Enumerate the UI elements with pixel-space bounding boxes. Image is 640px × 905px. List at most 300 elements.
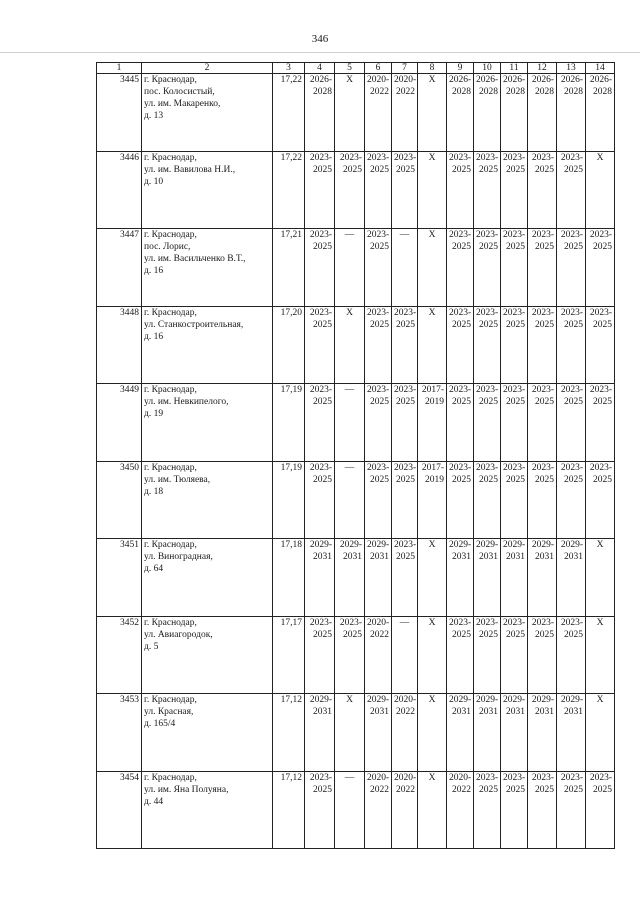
period-text: 2025 (452, 242, 471, 252)
period-text: 2025 (506, 164, 525, 175)
period-cell-col-10 (474, 771, 501, 849)
page-number: 346 (311, 33, 329, 45)
period-text: 2031 (479, 707, 498, 717)
value-cell: 17,21 (273, 229, 305, 307)
period-text: 2022 (396, 87, 415, 97)
period-text: 2029- (449, 540, 472, 550)
period-text: 2025 (593, 474, 612, 485)
address-line: д. 13 (144, 111, 164, 121)
period-cell-col-7 (392, 616, 418, 694)
period-cell-col-6 (365, 74, 392, 152)
period-text: 2020- (367, 75, 390, 85)
period-text: 2023- (503, 385, 526, 395)
period-cell-col-6 (365, 771, 392, 849)
period-text: 2026- (476, 75, 499, 85)
value-cell: 17,20 (273, 306, 305, 384)
period-cell-col-8 (418, 74, 447, 152)
period-text: 2025 (452, 474, 471, 485)
period-text: 2023- (476, 385, 499, 395)
value-cell: 17,12 (273, 694, 305, 772)
period-cell-col-4 (305, 694, 335, 772)
period-cell-col-4 (305, 461, 335, 539)
period-text: 2031 (452, 552, 471, 562)
period-text: — (344, 230, 355, 240)
period-cell-col-13 (557, 616, 586, 694)
period-text: 2025 (479, 242, 498, 252)
address-line: ул. Виноградная, (144, 552, 213, 562)
period-text: 2023- (394, 540, 417, 550)
period-text: 2031 (452, 707, 471, 717)
period-cell-col-12 (528, 539, 557, 617)
value-cell: 17,18 (273, 539, 305, 617)
period-cell-col-11 (501, 616, 528, 694)
period-cell-col-12 (528, 694, 557, 772)
table-row (97, 771, 615, 849)
address-cell (142, 539, 273, 617)
value-cell: 17,22 (273, 74, 305, 152)
register-table (96, 62, 615, 849)
address-line: ул. Станкостроительная, (144, 319, 244, 330)
period-cell-col-12 (528, 461, 557, 539)
period-text: 2025 (313, 319, 332, 330)
period-text: 2029- (560, 540, 583, 550)
period-text: 2023- (531, 462, 554, 473)
period-text: 2029- (339, 540, 362, 550)
address-line: д. 18 (144, 486, 164, 497)
period-text: — (344, 385, 355, 395)
period-cell-col-4 (305, 616, 335, 694)
period-text: 2023- (531, 230, 554, 240)
period-text: 2025 (506, 397, 525, 407)
period-text: 2029- (367, 540, 390, 550)
period-text: 2031 (506, 552, 525, 562)
period-cell-col-13 (557, 151, 586, 229)
table-row (97, 229, 615, 307)
row-number: 3449 (97, 384, 142, 462)
period-text: 2025 (370, 397, 389, 407)
period-cell-col-10 (474, 306, 501, 384)
period-text: 2023- (394, 385, 417, 395)
period-text: 2025 (396, 474, 415, 485)
period-text: 2025 (370, 242, 389, 252)
period-cell-col-5 (335, 771, 365, 849)
period-text: 2022 (370, 87, 389, 97)
period-text: 2028 (564, 87, 583, 97)
period-cell-col-12 (528, 384, 557, 462)
period-text: 2025 (593, 319, 612, 330)
period-text: 2025 (396, 319, 415, 330)
address-line: д. 5 (144, 641, 159, 652)
period-cell-col-10 (474, 151, 501, 229)
period-text: 2023- (367, 462, 390, 473)
period-text: 2020- (394, 695, 417, 705)
period-cell-col-14 (586, 616, 615, 694)
address-line: г. Краснодар, (144, 772, 197, 783)
period-text: 2023- (449, 385, 472, 395)
period-cell-col-5 (335, 306, 365, 384)
period-text: X (428, 772, 436, 783)
row-number: 3451 (97, 539, 142, 617)
period-text: 2026- (589, 75, 612, 85)
period-text: 2025 (479, 629, 498, 640)
column-header-1: 1 (97, 63, 142, 74)
period-text: 2023- (394, 462, 417, 473)
period-text: X (596, 695, 604, 705)
period-cell-col-8 (418, 229, 447, 307)
period-text: 2025 (313, 242, 332, 252)
period-text: 2029- (531, 540, 554, 550)
period-text: 2031 (370, 552, 389, 562)
period-text: 2022 (452, 784, 471, 795)
period-cell-col-10 (474, 229, 501, 307)
row-number: 3450 (97, 461, 142, 539)
period-cell-col-8 (418, 151, 447, 229)
period-text: 2023- (589, 230, 612, 240)
period-text: 2025 (452, 397, 471, 407)
period-text: 2025 (535, 784, 554, 795)
period-text: 2023- (339, 617, 362, 628)
column-header-6: 6 (365, 63, 392, 74)
period-text: 2023- (589, 307, 612, 318)
period-text: 2029- (449, 695, 472, 705)
period-text: 2025 (506, 784, 525, 795)
address-line: г. Краснодар, (144, 385, 197, 395)
period-cell-col-12 (528, 74, 557, 152)
address-line: г. Краснодар, (144, 152, 197, 163)
column-number-header (97, 63, 615, 74)
period-text: 2023- (503, 772, 526, 783)
period-text: 2023- (309, 385, 332, 395)
period-text: 2017- (421, 462, 444, 473)
period-cell-col-5 (335, 539, 365, 617)
period-cell-col-14 (586, 771, 615, 849)
address-line: д. 16 (144, 331, 164, 342)
period-text: 2025 (564, 164, 583, 175)
period-text: 2026- (531, 75, 554, 85)
period-text: 2025 (479, 784, 498, 795)
address-line: ул. им. Яна Полуяна, (144, 784, 229, 795)
column-header-11: 11 (501, 63, 528, 74)
period-cell-col-11 (501, 771, 528, 849)
period-text: 2026- (309, 75, 332, 85)
address-cell (142, 229, 273, 307)
period-text: — (344, 772, 355, 783)
row-number: 3448 (97, 306, 142, 384)
period-cell-col-13 (557, 694, 586, 772)
period-text: 2023- (476, 152, 499, 163)
period-cell-col-7 (392, 151, 418, 229)
period-cell-col-5 (335, 461, 365, 539)
period-text: 2028 (479, 87, 498, 97)
period-text: 2031 (370, 707, 389, 717)
address-line: г. Краснодар, (144, 462, 197, 473)
period-text: X (428, 230, 436, 240)
row-number: 3453 (97, 694, 142, 772)
period-cell-col-9 (447, 306, 474, 384)
period-text: 2025 (535, 164, 554, 175)
period-cell-col-14 (586, 539, 615, 617)
address-line: д. 44 (144, 796, 164, 807)
table-row (97, 151, 615, 229)
value-cell: 17,22 (273, 151, 305, 229)
period-cell-col-11 (501, 74, 528, 152)
period-text: 2028 (535, 87, 554, 97)
period-cell-col-11 (501, 694, 528, 772)
period-text: 2028 (593, 87, 612, 97)
address-line: ул. им. Вавилова Н.И., (144, 164, 236, 175)
address-cell (142, 74, 273, 152)
period-text: 2023- (531, 617, 554, 628)
period-text: 2025 (479, 397, 498, 407)
period-text: 2025 (564, 319, 583, 330)
period-cell-col-12 (528, 771, 557, 849)
period-cell-col-6 (365, 616, 392, 694)
period-text: 2023- (531, 307, 554, 318)
period-text: 2023- (503, 462, 526, 473)
period-text: 2023- (367, 152, 390, 163)
period-text: 2023- (394, 152, 417, 163)
period-text: 2025 (313, 629, 332, 640)
period-text: 2031 (506, 707, 525, 717)
period-cell-col-5 (335, 616, 365, 694)
period-text: 2025 (396, 397, 415, 407)
period-cell-col-7 (392, 306, 418, 384)
period-text: 2025 (535, 629, 554, 640)
period-cell-col-5 (335, 384, 365, 462)
period-text: X (428, 617, 436, 628)
period-text: 2025 (452, 629, 471, 640)
period-text: 2023- (503, 617, 526, 628)
period-text: 2025 (479, 319, 498, 330)
period-text: 2025 (535, 319, 554, 330)
period-cell-col-8 (418, 616, 447, 694)
period-text: X (428, 152, 436, 163)
period-cell-col-13 (557, 539, 586, 617)
period-text: 2028 (313, 87, 332, 97)
period-text: X (428, 307, 436, 318)
period-cell-col-10 (474, 539, 501, 617)
address-cell (142, 384, 273, 462)
period-text: 2022 (370, 629, 389, 640)
period-cell-col-9 (447, 384, 474, 462)
period-text: 2023- (367, 230, 390, 240)
period-text: 2023- (476, 772, 499, 783)
address-line: г. Краснодар, (144, 695, 197, 705)
period-cell-col-4 (305, 539, 335, 617)
period-cell-col-9 (447, 229, 474, 307)
column-header-2: 2 (142, 63, 273, 74)
row-number: 3445 (97, 74, 142, 152)
period-cell-col-13 (557, 771, 586, 849)
period-cell-col-7 (392, 539, 418, 617)
table-row (97, 384, 615, 462)
period-cell-col-4 (305, 306, 335, 384)
period-text: 2025 (313, 397, 332, 407)
period-text: X (346, 75, 353, 85)
period-cell-col-11 (501, 306, 528, 384)
row-number: 3447 (97, 229, 142, 307)
address-cell (142, 461, 273, 539)
column-header-14: 14 (586, 63, 615, 74)
period-text: 2023- (589, 462, 612, 473)
period-text: 2025 (313, 474, 332, 485)
address-cell (142, 616, 273, 694)
row-number: 3454 (97, 771, 142, 849)
period-text: 2028 (452, 87, 471, 97)
period-cell-col-6 (365, 539, 392, 617)
period-cell-col-6 (365, 694, 392, 772)
period-cell-col-5 (335, 74, 365, 152)
period-cell-col-12 (528, 151, 557, 229)
period-text: 2031 (313, 707, 332, 717)
address-line: ул. им. Макаренко, (144, 99, 221, 109)
address-line: г. Краснодар, (144, 540, 197, 550)
period-text: X (346, 307, 353, 318)
period-cell-col-14 (586, 694, 615, 772)
period-cell-col-7 (392, 461, 418, 539)
period-text: 2023- (560, 230, 583, 240)
period-text: 2025 (593, 397, 612, 407)
period-cell-col-14 (586, 151, 615, 229)
period-cell-col-6 (365, 306, 392, 384)
period-cell-col-8 (418, 461, 447, 539)
period-cell-col-8 (418, 539, 447, 617)
period-cell-col-6 (365, 461, 392, 539)
row-number: 3452 (97, 616, 142, 694)
period-cell-col-13 (557, 229, 586, 307)
period-cell-col-10 (474, 74, 501, 152)
period-text: 2019 (425, 474, 444, 485)
column-header-4: 4 (305, 63, 335, 74)
value-cell: 17,19 (273, 384, 305, 462)
address-line: д. 10 (144, 176, 164, 187)
period-cell-col-12 (528, 616, 557, 694)
period-text: 2025 (506, 474, 525, 485)
table-row (97, 539, 615, 617)
period-cell-col-7 (392, 384, 418, 462)
period-text: 2022 (396, 784, 415, 795)
period-cell-col-8 (418, 306, 447, 384)
period-text: 2029- (531, 695, 554, 705)
period-text: 2023- (560, 617, 583, 628)
period-cell-col-14 (586, 229, 615, 307)
period-text: 2025 (564, 474, 583, 485)
column-header-12: 12 (528, 63, 557, 74)
period-text: 2023- (339, 152, 362, 163)
table-row (97, 461, 615, 539)
period-text: 2025 (479, 164, 498, 175)
period-text: 2023- (476, 307, 499, 318)
period-text: 2023- (449, 307, 472, 318)
header-divider (0, 52, 640, 53)
period-cell-col-5 (335, 229, 365, 307)
period-text: 2020- (394, 772, 417, 783)
period-text: 2023- (309, 617, 332, 628)
period-text: 2025 (506, 319, 525, 330)
period-cell-col-11 (501, 384, 528, 462)
period-text: 2020- (394, 75, 417, 85)
period-cell-col-6 (365, 384, 392, 462)
period-text: 2025 (370, 164, 389, 175)
period-text: 2025 (593, 784, 612, 795)
period-text: — (399, 230, 410, 240)
row-number: 3446 (97, 151, 142, 229)
period-text: 2025 (452, 319, 471, 330)
period-text: 2025 (506, 242, 525, 252)
period-cell-col-4 (305, 151, 335, 229)
period-text: X (346, 695, 353, 705)
address-line: ул. им. Невкипелого, (144, 397, 229, 407)
address-line: д. 16 (144, 266, 164, 276)
period-text: 2023- (589, 385, 612, 395)
column-header-5: 5 (335, 63, 365, 74)
address-line: г. Краснодар, (144, 617, 197, 628)
period-text: 2025 (343, 164, 362, 175)
period-text: 2029- (503, 695, 526, 705)
period-text: 2022 (370, 784, 389, 795)
period-text: 2025 (343, 629, 362, 640)
period-cell-col-9 (447, 74, 474, 152)
period-text: 2029- (560, 695, 583, 705)
period-cell-col-4 (305, 771, 335, 849)
table-row (97, 306, 615, 384)
column-header-9: 9 (447, 63, 474, 74)
period-text: 2023- (449, 152, 472, 163)
period-cell-col-6 (365, 151, 392, 229)
period-text: 2026- (449, 75, 472, 85)
period-cell-col-4 (305, 384, 335, 462)
period-text: 2023- (531, 385, 554, 395)
address-line: пос. Лорис, (144, 242, 191, 252)
period-cell-col-8 (418, 771, 447, 849)
period-text: 2029- (309, 540, 332, 550)
period-cell-col-7 (392, 229, 418, 307)
period-cell-col-9 (447, 616, 474, 694)
period-text: 2023- (560, 307, 583, 318)
column-header-3: 3 (273, 63, 305, 74)
period-cell-col-10 (474, 694, 501, 772)
period-text: 2025 (564, 784, 583, 795)
period-text: 2028 (506, 87, 525, 97)
address-line: ул. Красная, (144, 707, 194, 717)
period-text: 2023- (449, 617, 472, 628)
period-text: 2023- (309, 772, 332, 783)
period-text: 2026- (503, 75, 526, 85)
period-text: 2029- (476, 695, 499, 705)
period-cell-col-13 (557, 74, 586, 152)
period-cell-col-14 (586, 74, 615, 152)
period-text: X (428, 75, 436, 85)
period-text: 2023- (394, 307, 417, 318)
period-text: 2023- (531, 772, 554, 783)
period-cell-col-4 (305, 74, 335, 152)
address-line: г. Краснодар, (144, 230, 197, 240)
period-cell-col-9 (447, 461, 474, 539)
period-cell-col-4 (305, 229, 335, 307)
table-row (97, 74, 615, 152)
period-text: 2029- (476, 540, 499, 550)
period-text: 2025 (564, 629, 583, 640)
period-text: 2025 (396, 164, 415, 175)
address-cell (142, 694, 273, 772)
period-text: X (428, 540, 436, 550)
address-line: пос. Колосистый, (144, 87, 215, 97)
period-text: 2023- (560, 385, 583, 395)
address-line: г. Краснодар, (144, 307, 197, 318)
period-cell-col-10 (474, 461, 501, 539)
period-text: 2029- (503, 540, 526, 550)
address-line: ул. им. Васильченко В.Т., (144, 254, 246, 264)
